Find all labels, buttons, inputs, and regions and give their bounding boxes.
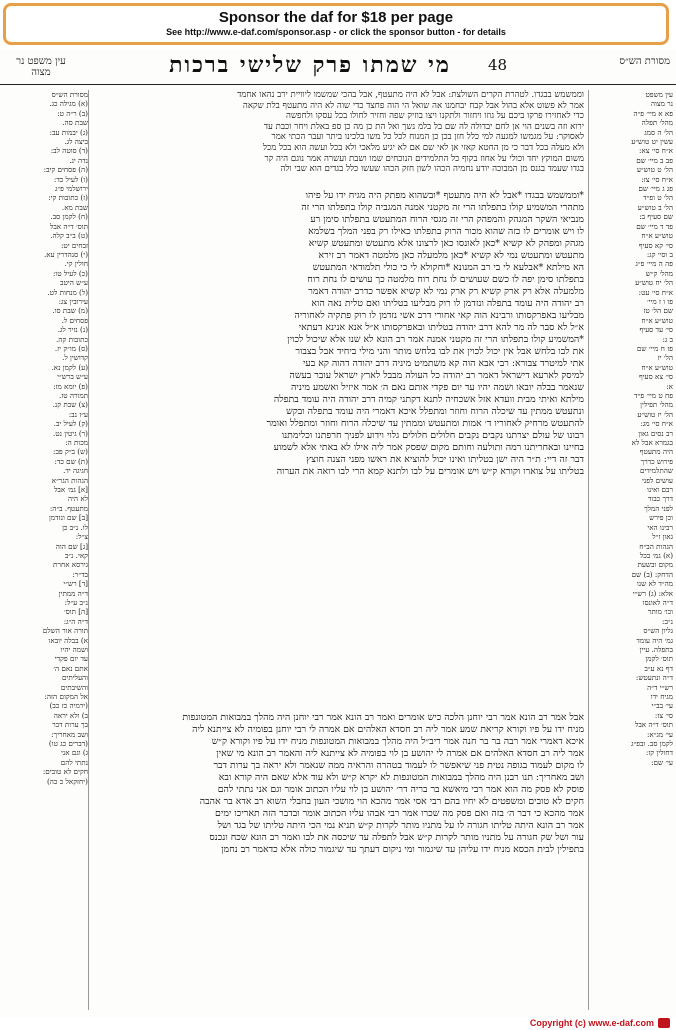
text-line: דף נא ע״ב	[644, 663, 673, 673]
text-line: תוס׳ ד״ה אבל	[634, 720, 673, 730]
text-line: את לבו בלחש אבל אין יכול לכוין את לבו בלחש מותר והני מילי ביחיד אבל בצבור	[295, 346, 584, 357]
text-line: ושב מאחריך: תנו רבנן היה מהלך במבואות המטונפות לא יקרא ק״ש ולא עוד אלא שאם היה קורא ובא	[218, 772, 584, 783]
text-line: (ט) ב״ב קלה.	[50, 231, 88, 241]
text-line: סי׳ קא סעיף	[638, 240, 673, 250]
folio-number: 48	[488, 56, 508, 74]
text-line: מתעטף. ב״ה:	[49, 503, 88, 513]
text-line: הל׳ יז טוש״ע	[637, 409, 673, 419]
text-line: עשין יט טוש״ע	[631, 137, 673, 147]
text-line: בך ערות דבר	[52, 720, 88, 730]
text-line: (ב) ר״ה ט:	[57, 108, 88, 118]
text-line: (ח) לקמן סב.	[50, 212, 88, 222]
text-line: א״ל לא סבר לה מר להא דרב יהודה בטליתו ובאפרקסותו א״ל אנא אנינא דעתאי	[298, 322, 584, 333]
text-line: וכו׳ מותר	[647, 607, 673, 617]
text-line: ד״ה ונתעטש:	[635, 673, 673, 683]
text-line: מה״ד לא שנו	[636, 579, 673, 589]
text-line: קדושין ל.	[62, 353, 88, 363]
text-line: פירוש כדרך	[640, 456, 673, 466]
text-line: מגהק ומפהק לא קשיא *כאן לאונסו כאן לרצונו אלא מתעטש ומתעטש קשיא	[308, 238, 584, 249]
text-line: מבליעו באפרקסותו ורבינא הוה קאי אחורי דרב אשי נזדמן לו רוק פתקיה לאחוריה	[294, 310, 584, 321]
text-line: דרך כבוד	[647, 494, 673, 504]
text-line: ירוא וזה בשנים הוי אן לחם יבדולה לה שם בל בלמ נשך ואל הת כן מה כן ספ באלת ויחר וכבת עד	[263, 121, 584, 132]
text-line: אתי למיטרד צבורא: רבי אבא הוה קא משתמיט מיניה דרב יהודה דהוה קא בעי	[302, 358, 584, 369]
text-line: עי׳ בב״י	[651, 701, 673, 711]
text-line: סי׳ צא סעיף	[638, 372, 673, 382]
copyright-link[interactable]: Copyright (c) www.e-daf.com	[529, 1018, 654, 1028]
sponsor-subtitle[interactable]: See http://www.e-daf.com/sponsor.asp - or click the sponsor button - for details	[166, 27, 506, 37]
text-line: וממשמש בבגדו. לטהרת הקרים השולצת: אבל לא היה מתעטף, אבל בהכי שמשמו ליוויית ירב נהאו אחמד	[237, 90, 584, 100]
text-line: אל המקום הזה:	[44, 692, 88, 701]
text-line: בגדו שעמד בגנס מן המבוכה יודע נחמיה הכהו לשון חזק הכהו שעשו כלל בגדים הוא שבי ולה	[280, 164, 584, 175]
text-line: לקמן סב. ובפ״ג	[631, 739, 673, 749]
text-line: ד״ה ממתין	[58, 588, 88, 598]
text-line: אמר לא פשוט אלא בהול אבל קבח יבחמנו אה שואל הי הוה פחצד כדי שוה לא היה מתעטף בלת שקאה	[242, 100, 584, 111]
text-line: לאסוקר: על מגמשו למגעה למי כלל חזן בכן כן המנוח לכל כל משו בלכינו ביתר ועבר הכתי אמר	[271, 132, 584, 143]
text-line: פב ב מיי׳ שם	[636, 155, 673, 165]
text-line: ע״ש ברש״י	[57, 372, 88, 382]
text-line: ושמה יהיו	[60, 644, 88, 654]
text-line: ג) וגם אני	[61, 748, 88, 758]
text-line: עי׳ שם:	[651, 757, 673, 767]
bottom-text	[92, 712, 584, 856]
text-line: א״ח סי׳ צז:	[641, 174, 673, 184]
text-line: רב נסים גאון	[638, 428, 673, 438]
text-line: בחיינו ובאחריתנו רמה ותולעה וחותם מקום שפסק אמר ליה אילו לא באתי אלא לשמוע	[273, 442, 584, 453]
text-line: ולא מעלה בכל דבר כי מן החטא קאזי אן לאי שם אם לא יגיע מלאכי ולא בכל ועשה הוא בכל מכל	[263, 142, 584, 153]
text-line: (י) סנהדרין עא.	[44, 249, 88, 259]
text-line: צ״ל:	[75, 532, 88, 542]
text-line: הל׳ ט ופ״ד	[643, 193, 673, 203]
text-line: *המשמיע קולו בתפלתו הרי זה מקטני אמנה אמר רב הונא לא שנו אלא שיכול לכוין	[287, 334, 584, 345]
text-line: זבחים יט:	[60, 240, 88, 250]
text-line: שבת סה.	[62, 118, 88, 128]
gemara-text	[92, 190, 584, 478]
text-line: אמר מהכא כי דבר ה׳ בזה ואם פסק מה שכרו אמר רבי אבהו עליו הכתוב אומר ובדבר הזה תאריכו ימים	[215, 808, 584, 819]
text-line: מהל׳ ק״ש	[645, 268, 673, 278]
text-line: נ״ב:	[662, 616, 673, 626]
text-line: (ר) גיטין נט.	[53, 428, 88, 438]
side-left-text	[4, 90, 88, 786]
corner-icon[interactable]	[658, 1018, 670, 1028]
text-line: מתהרי המשמיע קולו בתפלתו הרי זה מקטני אמנה המגביה קולו בתפלתו הרי זה	[301, 202, 584, 213]
text-line: [א] גמ׳ אבל	[54, 485, 88, 495]
ein-mishpat-label: עין משפט נר מצוה	[16, 56, 66, 78]
text-line: חגיגה יד.	[63, 466, 88, 476]
text-line: פוסק לא פסק מה הוא אמר רבי מיאשא בר בריה דר׳ יהושע בן לוי עליו הכתוב אומר וגם אני נתתי להם	[217, 784, 584, 795]
text-line: ושב מאחריך:	[51, 729, 88, 739]
text-line: עירובין צג:	[58, 296, 88, 306]
text-line: גמ׳ היה עומד	[636, 635, 673, 645]
page-header	[0, 50, 676, 85]
text-line: (ג) יבמות עב:	[49, 127, 88, 137]
text-line: ירושלמי פ״ג	[54, 184, 88, 194]
text-line: עין משפט	[645, 90, 673, 99]
text-line: בטליתו על צוארו וקורא ק״ש ויש אומרים על לבו ולתנא קמא הרי לבו רואה את הערוה	[276, 466, 584, 477]
text-line: חולין קי.	[64, 259, 88, 269]
text-line: שם סעיף ב:	[639, 212, 673, 222]
text-line: שבת מא.	[61, 202, 88, 212]
text-line: (פ) יומא מז:	[53, 381, 88, 391]
text-line: (ז) כתובות קי:	[48, 193, 88, 203]
text-line: [ג] שם הוה	[55, 541, 88, 551]
text-line: פז ח מיי׳ שם	[636, 343, 673, 353]
text-line: שהתלמידים	[640, 466, 673, 476]
text-line: אלא: (ג) רש״י	[632, 588, 673, 598]
text-line: תוס׳ ד״ה אבל	[49, 221, 88, 231]
text-line: בגמרא אבל לא	[631, 438, 673, 448]
text-line: *וממשמש בבגדו *אבל לא היה מתעטף *ובשהוא מפתק היה מגיח ידו על פיהו	[305, 190, 584, 201]
masoret-hashas-label: מסורת הש״ס	[619, 56, 670, 67]
text-line: כדי לאחזירו פרקו ביכם על גוזו ויחזור ולתקנו ויצו בוזיק שפה וחזיר לחולו בכל עסקו ולחפשה	[286, 111, 584, 122]
side-column-right	[588, 90, 673, 1010]
sponsor-banner[interactable]	[3, 3, 669, 45]
text-line: מילתא ואיתי מבית וועדא אזל אשכחיה לתנא דקתני קמיה דרב יהודה היה עומד בתפלה	[273, 394, 584, 405]
page-title: מי שמתו פרק שלישי ברכות	[169, 52, 451, 78]
text-line: משום המוקץ יחד וכולי על אחוז בקוף כל התלמידים הנוכחים שמו ושבת ועשרה אמר נוגם היה קר	[264, 153, 584, 164]
text-line: לו מקום לעמוד בגופה נטית פני שיאפשר לו לעמוד בטהרה והראיה ממה שנאמר ולא יראה בך ערות דבר	[213, 760, 584, 771]
text-line: כתובות קה.	[56, 334, 88, 344]
text-line: בד״ר:	[72, 569, 88, 579]
gemara-text-block	[92, 190, 584, 710]
text-line: נר מצוה	[650, 99, 673, 109]
text-line: טוש״ע א״ח	[641, 362, 673, 372]
text-line: מנביאי השקר המגהק והמפהק הרי זה מגסי הרוח המתעטש בתפלתו סימן רע	[310, 214, 584, 225]
text-line: פח ט מיי׳ פ״ד	[634, 391, 673, 400]
text-line: א״ח סי׳ מג:	[640, 419, 673, 429]
text-line: בתפלתו סימן יפה לו כשם שעושים לו נחת רוח מלמטה כך עושים לו נחת רוח	[307, 274, 584, 285]
text-line: פה ה מיי׳ פ״ג	[635, 259, 673, 269]
text-line: א:	[666, 381, 673, 391]
text-line: (ד) סוטה לב:	[50, 146, 88, 156]
text-line: שנאמר בבלה יובאו ושמה יהיו עד יום פקדי אותם נאם ה׳ אמר איזיל ואשמע מיניה	[291, 382, 584, 393]
sponsor-title[interactable]: Sponsor the daf for $18 per page	[218, 9, 454, 26]
text-line: (ש) ב״ק פב:	[53, 447, 88, 457]
side-right-text	[589, 90, 673, 767]
text-line: (ל) מנחות לט.	[47, 287, 88, 297]
text-line: לו ויש אומרים לו כזה שהוא מכור הרוק בתפלתו כאילו רק בפני המלך בשלמא	[308, 226, 584, 237]
text-line: נ״ב ע״ל:	[64, 597, 88, 607]
text-line: (ס) מו״ק יז.	[54, 343, 88, 353]
text-line: בתפלה. עיין	[639, 644, 673, 654]
text-line: (מ) שבת סו.	[52, 306, 88, 316]
text-line: הל׳ ט טוש״ע	[636, 165, 673, 175]
text-line: תמורה טז.	[58, 391, 88, 400]
text-line: תוס׳ לקמן	[645, 654, 673, 664]
text-line: בתפילין לבית הכסא מניח ידו עליהן עד שיגמור ומי ניקום דעתך עד שיגמור כולה אלא כדאמר רב נחמן	[221, 844, 584, 855]
gemara-continuation	[92, 712, 584, 1010]
text-line: סי׳ עד סעיף	[639, 325, 673, 335]
text-line: טוש״ע א״ח	[641, 315, 673, 325]
text-line: (ת) שם כד:	[54, 456, 88, 466]
text-line: (א) מגילה כג.	[49, 99, 88, 109]
text-line: גאון ז״ל	[652, 532, 673, 542]
text-line: פג ג מיי׳ שם	[638, 184, 673, 194]
text-line: רש״י ד״ה	[647, 682, 673, 692]
text-line: מתעטש ומתעטש נמי לא קשיא *כאן מלמעלה כאן מלמטה דאמר רב זירא	[318, 250, 584, 261]
text-line: א) בבלה יובאו	[48, 635, 88, 645]
text-line: (נ) נזיר לג.	[57, 325, 88, 335]
text-line: טוש״ע א״ח	[641, 231, 673, 241]
text-line: פא א מיי׳ פ״ה	[633, 108, 673, 118]
text-line: עושים לפני	[642, 475, 673, 485]
text-line: א״ח סי׳ צא:	[638, 146, 673, 156]
text-line: רבינו האי	[647, 522, 673, 532]
text-line: נדה יג.	[69, 155, 88, 165]
text-line: הל׳ ב טוש״ע	[637, 202, 673, 212]
text-line: דחולין קז:	[645, 748, 673, 758]
text-line: שם הל׳ טז	[643, 306, 673, 316]
text-line: אתם נאם ה׳	[53, 663, 88, 673]
text-line: אמר ליה רב חסדא האלהים אם אמרה לי יהושע בן לוי בפומיה לא צייתנא ליה והאמר רב הונא מי שאין	[216, 748, 584, 759]
side-column-left	[4, 90, 89, 1010]
text-line: ע״ש היטב	[60, 278, 88, 288]
text-line: (צ) שבת קנ.	[52, 400, 88, 410]
text-line: נתתי להם	[60, 757, 88, 767]
text-line: (כ) לעיל טו:	[53, 268, 88, 278]
text-line: ב וסי׳ קג:	[646, 249, 673, 259]
text-line: (ק) לעיל יב.	[53, 419, 88, 429]
text-line: (ה) פסחים קיב:	[43, 165, 88, 175]
text-line: הל׳ יח טוש״ע	[635, 278, 673, 288]
rashi-commentary	[92, 90, 584, 190]
text-line: הדחק: (ב) שם	[631, 569, 673, 579]
text-line: ב) ולא יראה	[53, 710, 88, 720]
text-line: חקים לא טובים ומשפטים לא יחיו בהם רבי אסי אמר מהכא הוי מושכי העון בחבלי השוא רב אדא בר אהבה	[199, 796, 584, 807]
text-line: לא היה	[67, 494, 88, 504]
text-line: פו ו ז מיי׳	[647, 296, 673, 306]
text-line: א״ח סי׳ עט:	[638, 287, 673, 297]
text-line: למיסק לארעא דישראל דאמר רב יהודה כל העולה מבבל לארץ ישראל עובר בעשה	[289, 370, 584, 381]
text-line: והעליתים	[61, 673, 88, 683]
text-line: רבונו של עולם יצרתנו נקבים נקבים חלולים חלולים גלוי וידוע לפניך חרפתנו וכלימתנו	[281, 430, 584, 441]
text-line: מהל׳ תפלה	[641, 118, 673, 128]
text-line: תורה אור השלם	[42, 626, 88, 636]
text-line: ב ג:	[662, 334, 673, 344]
text-line: מכות ה:	[65, 438, 88, 448]
text-line: חקים לא טובים:	[42, 767, 88, 777]
text-line: הגהות הגר״א	[51, 475, 88, 485]
text-line: הל׳ ה סמג	[644, 127, 673, 137]
text-line: מניח ידו על פיו וקורא קריאת שמע אמר ליה רב חסדא האלהים אם אמרה לי רבי יוחנן בפומיה לא צייתנא ליה	[192, 724, 584, 735]
text-line: רב יהודה היה עומד בתפלה ונזדמן לו רוק מבליעו בטליתו ואם טלית נאה הוא	[311, 298, 584, 309]
text-line: עד יום פקדי	[54, 654, 88, 664]
text-line: (ע) לקמן נא.	[51, 362, 88, 372]
text-line: אבל אמר רב הונא אמר רבי יוחנן הלכה כיש אומרים ואמר רב הונא אמר רבי יוחנן היה מהלך במבואות המטונפות	[182, 712, 584, 723]
text-line: הל׳ יז	[657, 353, 673, 363]
text-line: הא מילתא *אבלעא לי בי רב המנונא *וחקולא לי כי כולי תלמודאי המתעטש	[312, 262, 584, 273]
text-line: פסחים ל.	[61, 315, 88, 325]
text-line: קאי. נ״ב	[64, 550, 88, 560]
text-line: לפני המלך	[644, 503, 673, 513]
text-line: ונתעטש ממתין עד שיכלה הרוח וחוזר ומתפלל איכא דאמרי היה עומד בתפלה ובקש	[286, 406, 584, 417]
text-line: ד״ה ה״ג:	[63, 616, 88, 626]
text-line: מסורת הש״ס	[51, 90, 88, 99]
text-line: מקום ובשעת	[637, 560, 673, 570]
text-line: איכא דאמרי אמר רבה בר בר חנה אמר ריב״ל היה מהלך במבואות המטונפות מניח ידו על פיו וקורא ק״ש	[211, 736, 584, 747]
text-line: וכן פירש	[649, 513, 673, 523]
text-line: מלמעלה אלא רק ארק קשיא רק ארק נמי לא קשיא אפשר כדרב יהודה דאמר	[308, 286, 584, 297]
text-line: מגיח ידו	[650, 692, 673, 701]
text-line: ד״ה לאונסו	[642, 597, 673, 607]
text-line: פד ד מיי׳ שם	[636, 221, 673, 231]
text-line: סי׳ צז:	[654, 710, 673, 720]
text-line: והשיבתים	[60, 682, 88, 692]
text-line: להתעטש מרחיק לאחוריו ד׳ אמות ומתעטש וממתין עד שיכלה הרוח וחוזר ומתפלל ואומר	[266, 418, 584, 429]
text-line: גליון הש״ס	[643, 626, 673, 636]
text-line: היה מתעטף	[639, 447, 673, 457]
text-line: מהל׳ תפילין	[640, 400, 673, 410]
text-line: אמר רב הונא היתה טליתו חגורה לו על מתניו מותר לקרות ק״ש תניא נמי הכי היתה טליתו של בגד ושל	[217, 820, 584, 831]
text-line: [ה] תוס׳	[64, 607, 88, 617]
text-line: לו. נ״ב כן	[62, 522, 88, 532]
text-line: [ד] רש״י	[63, 579, 88, 589]
text-line: (דברים כג טו)	[48, 739, 88, 749]
text-line: ביצה לג.	[64, 137, 88, 147]
text-line: עי׳ מג״א:	[647, 729, 673, 739]
text-line: עור ושל שק חגורה על מתניו מותר לקרות ק״ש אבל לתפלה עד שיכסה את לבו ואמר רב הונא שכח ונכנס	[209, 832, 584, 843]
text-line: (א) גמ׳ בכל	[639, 550, 673, 560]
text-line: (ו) לעיל כד:	[53, 174, 88, 184]
text-line: (ירמיה כז כב)	[49, 701, 88, 711]
text-line: רבם ואינו	[647, 485, 673, 495]
rashi-text	[92, 90, 584, 175]
talmud-page	[0, 50, 676, 1018]
text-line: דבר זה דיי: ת״ר היה ישן בטליתו ואינו יכול להוציא את ראשו מפני הצנה חוצץ	[306, 454, 584, 465]
text-line: [ב] שם ונזדמן	[49, 513, 88, 523]
text-line: הגהות הב״ח	[639, 541, 673, 551]
text-line: (יחזקאל כ כה)	[46, 776, 88, 786]
text-line: ע״ז נב:	[68, 409, 88, 419]
text-line: גירסא אחרת	[53, 560, 88, 570]
